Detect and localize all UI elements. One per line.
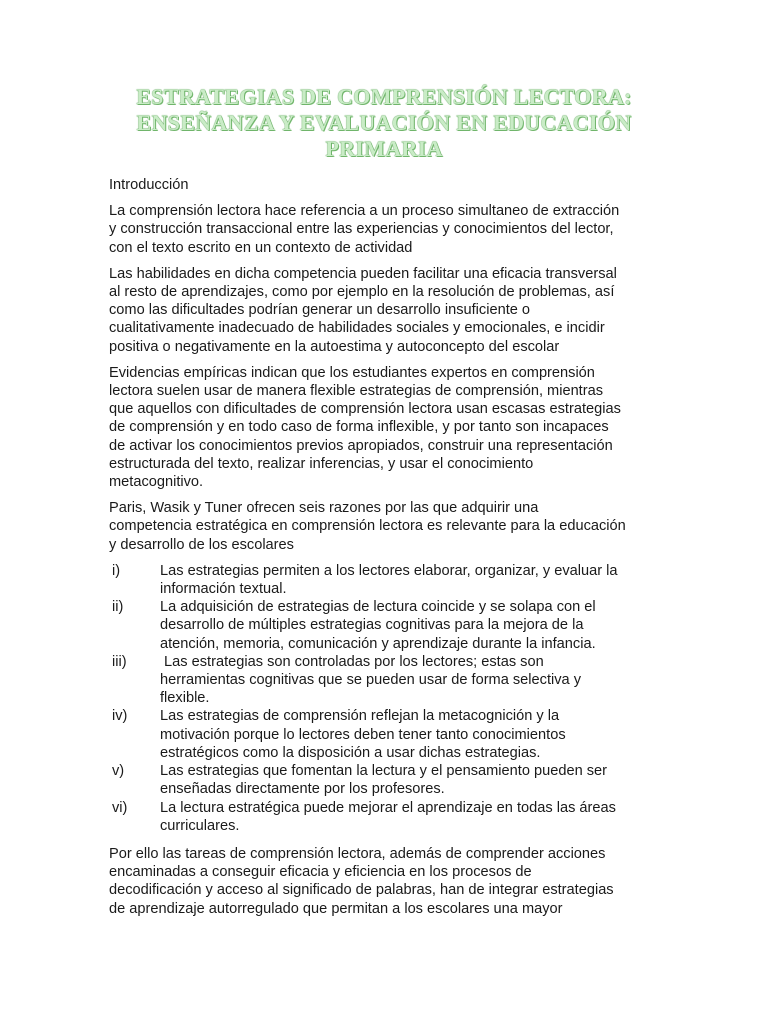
list-marker: iii) (112, 653, 127, 670)
text-line: Evidencias empíricas indican que los estudiantes expertos en comprensión (109, 364, 595, 381)
text-line: herramientas cognitivas que se pueden usar de forma selectiva y (160, 672, 582, 689)
text-line: atención, memoria, comunicación y aprendizaje durante la infancia. (160, 635, 596, 652)
text-line: La lectura estratégica puede mejorar el aprendizaje en todas las áreas (160, 799, 616, 816)
text-line: con el texto escrito en un contexto de actividad (109, 239, 413, 256)
text-line: encaminadas a conseguir eficacia y eficiencia en los procesos de (109, 864, 532, 881)
text-line: cualitativamente inadecuado de habilidades sociales y emocionales, e incidir (109, 320, 605, 337)
list-marker: i) (112, 562, 121, 579)
title-line: PRIMARIA (325, 136, 443, 161)
paragraph (109, 499, 665, 554)
text-line: y construcción transaccional entre las experiencias y conocimientos del lector, (109, 221, 614, 238)
paragraph (109, 364, 665, 491)
text-line: Las estrategias de comprensión reflejan la metacognición y la (160, 708, 560, 725)
text-line: Las estrategias que fomentan la lectura y el pensamiento pueden ser (160, 763, 608, 780)
list-item (109, 707, 665, 762)
text-line: Las estrategias son controladas por los lectores; estas son (160, 653, 544, 670)
list-item (109, 799, 665, 835)
list-marker: vi) (112, 799, 128, 816)
text-line: decodificación y acceso al significado de palabras, han de integrar estrategias (109, 882, 614, 899)
text-line: La comprensión lectora hace referencia a un proceso simultaneo de extracción (109, 203, 620, 220)
document-title (100, 84, 668, 162)
text-line: motivación porque lo lectores deben tener tanto conocimientos (160, 726, 566, 743)
text-line: lectora suelen usar de manera flexible estrategias de comprensión, mientras (109, 383, 604, 400)
text-line: La adquisición de estrategias de lectura coincide y se solapa con el (160, 599, 596, 616)
list-item (109, 562, 665, 598)
text-line: competencia estratégica en comprensión lectora es relevante para la educación (109, 518, 626, 535)
text-line: estructurada del texto, realizar inferencias, y usar el conocimiento (109, 455, 534, 472)
list-marker: v) (112, 763, 125, 780)
text-line: positiva o negativamente en la autoestima y autoconcepto del escolar (109, 338, 560, 355)
list-item (109, 762, 665, 798)
paragraph (109, 265, 665, 356)
text-line: de activar los conocimientos previos apropiados, construir una representación (109, 437, 613, 454)
title-line: ENSEÑANZA Y EVALUACIÓN EN EDUCACIÓN (136, 110, 632, 135)
text-line: Las habilidades en dicha competencia pueden facilitar una eficacia transversal (109, 265, 617, 282)
text-line: Las estrategias permiten a los lectores elaborar, organizar, y evaluar la (160, 562, 618, 579)
text-line: desarrollo de múltiples estrategias cognitivas para la mejora de la (160, 617, 584, 634)
text-line: metacognitivo. (109, 474, 204, 491)
list-marker: ii) (112, 599, 124, 616)
paragraph (109, 202, 665, 257)
text-line: Por ello las tareas de comprensión lectora, además de comprender acciones (109, 845, 606, 862)
text-line: curriculares. (160, 817, 240, 834)
reasons-list (109, 562, 665, 835)
list-marker: iv) (112, 708, 128, 725)
document-body (109, 176, 665, 926)
paragraph (109, 845, 665, 918)
intro-heading: Introducción (109, 177, 189, 193)
text-line: información textual. (160, 581, 287, 598)
text-line: y desarrollo de los escolares (109, 536, 294, 553)
text-line: como las dificultades podrían generar un desarrollo insuficiente o (109, 302, 531, 319)
text-line: enseñadas directamente por los profesores. (160, 781, 445, 798)
text-line: que aquellos con dificultades de comprensión lectora usan escasas estrategias (109, 401, 621, 418)
list-item (109, 653, 665, 708)
text-line: de aprendizaje autorregulado que permitan a los escolares una mayor (109, 900, 563, 917)
list-item (109, 598, 665, 653)
text-line: flexible. (160, 690, 210, 707)
text-line: al resto de aprendizajes, como por ejemplo en la resolución de problemas, así (109, 284, 615, 301)
text-line: estratégicos como la disposición a usar dichas estrategias. (160, 744, 541, 761)
text-line: de comprensión y en todo caso de forma inflexible, y por tanto son incapaces (109, 419, 609, 436)
text-line: Paris, Wasik y Tuner ofrecen seis razones por las que adquirir una (109, 500, 539, 517)
title-line: ESTRATEGIAS DE COMPRENSIÓN LECTORA: (136, 84, 632, 109)
